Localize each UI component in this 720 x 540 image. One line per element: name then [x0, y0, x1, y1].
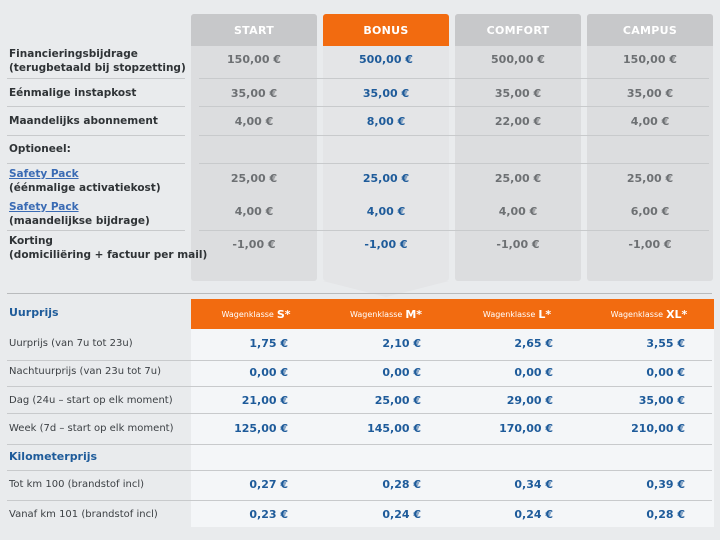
price-week-s: 125,00 € — [234, 422, 288, 435]
section-divider — [7, 293, 712, 294]
price-label-tot-km-100: Tot km 100 (brandstof incl) — [9, 479, 145, 490]
plan-header-comfort[interactable]: COMFORT — [455, 14, 581, 46]
wagenklasse-xl[interactable] — [584, 299, 714, 329]
safety-pack-link-text[interactable]: Safety Pack — [9, 168, 79, 180]
value-abonnement-campus: 4,00 € — [630, 115, 670, 128]
klasse-prefix: Wagenklasse — [610, 309, 664, 319]
row-divider — [7, 230, 185, 231]
row-divider — [199, 230, 709, 231]
klasse-code: XL* — [666, 307, 688, 321]
safety-pack-link[interactable] — [9, 201, 79, 213]
row-title: Financieringsbijdrage — [9, 48, 138, 60]
value-korting-campus: -1,00 € — [628, 238, 672, 251]
wagenklasse-s[interactable] — [191, 299, 321, 329]
row-subtitle: (terugbetaald bij stopzetting) — [9, 62, 186, 74]
price-week-l: 170,00 € — [499, 422, 553, 435]
value-safety-maandelijks-start: 4,00 € — [234, 205, 274, 218]
wagenklasse-m[interactable] — [321, 299, 451, 329]
value-korting-start: -1,00 € — [232, 238, 276, 251]
uurprijs-title: Uurprijs — [9, 306, 59, 319]
value-korting-comfort: -1,00 € — [496, 238, 540, 251]
value-safety-eenmalig-campus: 25,00 € — [626, 172, 674, 185]
price-nacht-l: 0,00 € — [514, 366, 553, 379]
price-label-week: Week (7d – start op elk moment) — [9, 423, 174, 434]
price-week-m: 145,00 € — [367, 422, 421, 435]
price-km100-xl: 0,39 € — [646, 478, 685, 491]
plan-header-start[interactable]: START — [191, 14, 317, 46]
price-nacht-xl: 0,00 € — [646, 366, 685, 379]
value-safety-eenmalig-start: 25,00 € — [230, 172, 278, 185]
plan-header-bonus[interactable]: BONUS — [323, 14, 449, 46]
value-safety-eenmalig-comfort: 25,00 € — [494, 172, 542, 185]
value-korting-bonus: -1,00 € — [364, 238, 408, 251]
row-title: Optioneel: — [9, 143, 71, 155]
row-subtitle: (maandelijkse bijdrage) — [9, 215, 150, 227]
price-dag-m: 25,00 € — [374, 394, 421, 407]
value-instapkost-campus: 35,00 € — [626, 87, 674, 100]
price-label-nachtuurprijs: Nachtuurprijs (van 23u tot 7u) — [9, 366, 162, 377]
row-label-optioneel — [9, 142, 71, 156]
row-divider — [7, 78, 185, 79]
row-label-korting — [9, 234, 207, 262]
row-title: Korting — [9, 235, 53, 247]
price-week-xl: 210,00 € — [631, 422, 685, 435]
value-safety-eenmalig-bonus: 25,00 € — [362, 172, 410, 185]
value-abonnement-start: 4,00 € — [234, 115, 274, 128]
row-label-safety-pack-maandelijks — [9, 200, 150, 228]
row-divider — [7, 360, 712, 361]
safety-pack-link[interactable] — [9, 168, 79, 180]
price-dag-xl: 35,00 € — [638, 394, 685, 407]
value-abonnement-bonus: 8,00 € — [366, 115, 406, 128]
klasse-code: S* — [276, 307, 291, 321]
value-financiering-start: 150,00 € — [227, 53, 281, 66]
row-divider — [199, 163, 709, 164]
row-divider — [7, 163, 185, 164]
row-label-abonnement — [9, 114, 158, 128]
value-instapkost-start: 35,00 € — [230, 87, 278, 100]
row-divider — [7, 470, 712, 471]
price-label-dag: Dag (24u – start op elk moment) — [9, 395, 173, 406]
wagenklasse-l[interactable] — [452, 299, 582, 329]
row-divider — [7, 413, 712, 414]
row-divider — [7, 444, 712, 445]
row-subtitle: (éénmalige activatiekost) — [9, 182, 161, 194]
row-divider — [199, 106, 709, 107]
value-abonnement-comfort: 22,00 € — [494, 115, 542, 128]
value-instapkost-comfort: 35,00 € — [494, 87, 542, 100]
row-divider — [199, 135, 709, 136]
price-dag-l: 29,00 € — [506, 394, 553, 407]
value-financiering-comfort: 500,00 € — [491, 53, 545, 66]
price-km100-m: 0,28 € — [382, 478, 421, 491]
price-label-uurprijs: Uurprijs (van 7u tot 23u) — [9, 338, 133, 349]
row-subtitle: (domiciliëring + factuur per mail) — [9, 249, 208, 261]
price-uurprijs-m: 2,10 € — [382, 337, 421, 350]
klasse-prefix: Wagenklasse — [221, 309, 274, 319]
row-title: Maandelijks abonnement — [9, 115, 158, 127]
value-financiering-campus: 150,00 € — [623, 53, 677, 66]
safety-pack-link-text[interactable]: Safety Pack — [9, 201, 79, 213]
klasse-prefix: Wagenklasse — [349, 309, 403, 319]
price-uurprijs-s: 1,75 € — [249, 337, 288, 350]
row-divider — [7, 135, 185, 136]
price-label-vanaf-km-101: Vanaf km 101 (brandstof incl) — [9, 509, 158, 520]
value-financiering-bonus: 500,00 € — [359, 53, 413, 66]
klasse-code: L* — [538, 307, 552, 321]
value-safety-maandelijks-campus: 6,00 € — [630, 205, 670, 218]
row-title: Eénmalige instapkost — [9, 87, 137, 99]
price-uurprijs-xl: 3,55 € — [646, 337, 685, 350]
price-km100-l: 0,34 € — [514, 478, 553, 491]
price-km101-xl: 0,28 € — [646, 508, 685, 521]
row-label-financieringsbijdrage — [9, 47, 186, 75]
price-dag-s: 21,00 € — [241, 394, 288, 407]
row-divider — [7, 500, 712, 501]
bonus-pointer-arrow — [323, 281, 449, 297]
price-nacht-s: 0,00 € — [249, 366, 288, 379]
value-safety-maandelijks-comfort: 4,00 € — [498, 205, 538, 218]
row-divider — [199, 78, 709, 79]
kilometerprijs-title: Kilometerprijs — [9, 450, 98, 463]
klasse-code: M* — [405, 307, 423, 321]
price-km101-l: 0,24 € — [514, 508, 553, 521]
row-label-safety-pack-eenmalig — [9, 167, 161, 195]
value-instapkost-bonus: 35,00 € — [362, 87, 410, 100]
price-nacht-m: 0,00 € — [382, 366, 421, 379]
price-km101-m: 0,24 € — [382, 508, 421, 521]
row-divider — [7, 386, 712, 387]
price-uurprijs-l: 2,65 € — [514, 337, 553, 350]
price-km101-s: 0,23 € — [249, 508, 288, 521]
value-safety-maandelijks-bonus: 4,00 € — [366, 205, 406, 218]
plan-header-campus[interactable]: CAMPUS — [587, 14, 713, 46]
row-label-instapkost — [9, 86, 136, 100]
klasse-prefix: Wagenklasse — [482, 309, 536, 319]
row-divider — [7, 106, 185, 107]
price-km100-s: 0,27 € — [249, 478, 288, 491]
